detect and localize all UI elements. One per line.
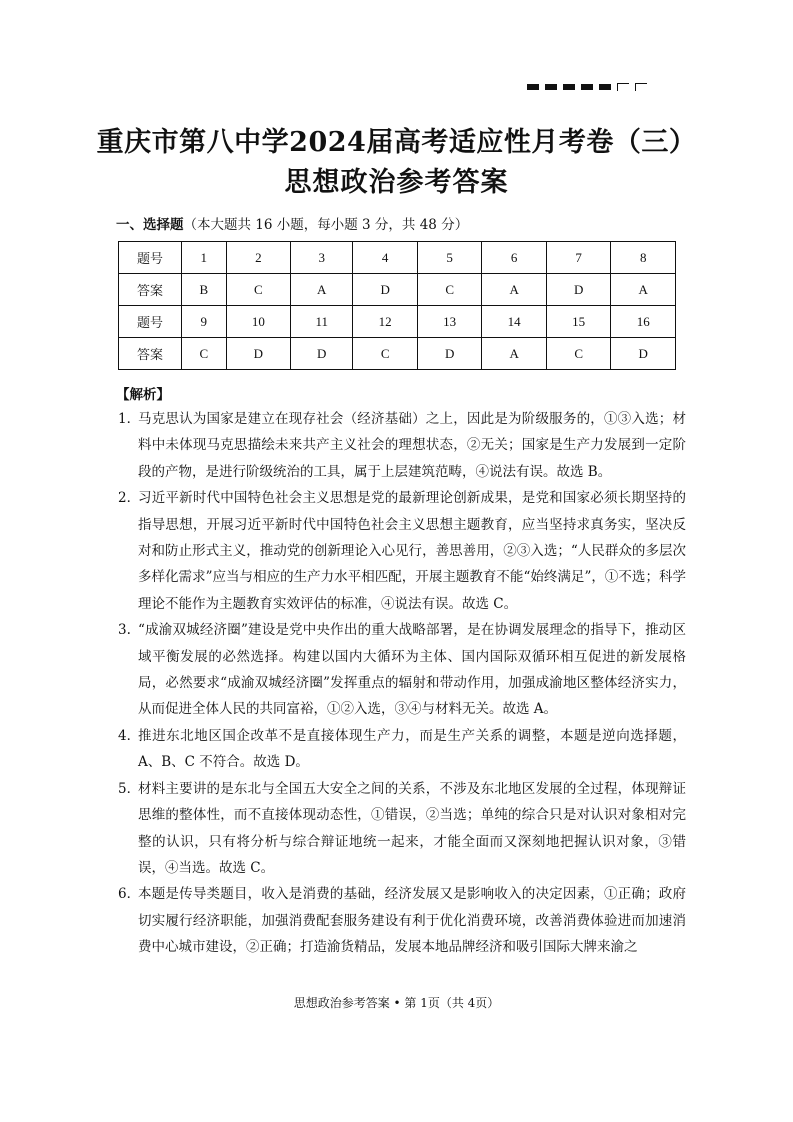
- table-cell: 7: [546, 242, 611, 274]
- table-cell: D: [546, 274, 611, 306]
- item-text: 推进东北地区国企改革不是直接体现生产力，而是生产关系的调整，本题是逆向选择题，A、B、C 不符合。故选 D。: [138, 727, 686, 771]
- section-heading: [116, 213, 468, 233]
- section-title: 一、选择题: [116, 217, 184, 233]
- analysis-item: [118, 617, 686, 723]
- analysis-label: 【解析】: [116, 387, 170, 403]
- table-cell: 16: [611, 306, 676, 338]
- table-cell: 1: [182, 242, 227, 274]
- table-cell: C: [182, 338, 227, 370]
- table-cell: 15: [546, 306, 611, 338]
- row-label-cell: 答案: [119, 274, 182, 306]
- page-subtitle: 思想政治参考答案: [284, 167, 509, 198]
- mark-corner: [617, 83, 629, 91]
- mark-block: [527, 84, 539, 90]
- row-label-cell: 题号: [119, 242, 182, 274]
- item-text: 马克思认为国家是建立在现存社会（经济基础）之上，因此是为阶级服务的，①③入选；材料中未体现马克思描绘未来共产主义社会的理想状态，②无关；国家是生产力发展到一定阶段的产物，是进行阶级统治的工具，属于上层建筑范畴，④说法有误。故选 B。: [138, 411, 686, 480]
- analysis-item: [118, 776, 686, 882]
- table-cell: 5: [417, 242, 482, 274]
- table-cell: 8: [611, 242, 676, 274]
- analysis-item: [118, 485, 686, 617]
- mark-block: [581, 84, 593, 90]
- item-number: 1．: [118, 411, 141, 427]
- analysis-item: [118, 406, 686, 485]
- item-number: 3.: [118, 622, 131, 639]
- analysis-item: [118, 723, 686, 776]
- table-cell: 9: [182, 306, 227, 338]
- analysis-list: [118, 406, 686, 961]
- answer-table: [118, 241, 676, 370]
- analysis-item: [118, 881, 686, 960]
- table-cell: 2: [226, 242, 291, 274]
- table-cell: 10: [226, 306, 291, 338]
- table-cell: 13: [417, 306, 482, 338]
- table-row: [119, 306, 676, 338]
- table-cell: 4: [353, 242, 418, 274]
- table-cell: 12: [353, 306, 418, 338]
- table-cell: A: [482, 338, 547, 370]
- table-cell: D: [417, 338, 482, 370]
- row-label-cell: 题号: [119, 306, 182, 338]
- mark-block: [563, 84, 575, 90]
- section-note: （本大题共 16 小题，每小题 3 分，共 48 分）: [183, 217, 469, 233]
- table-cell: 11: [291, 306, 353, 338]
- item-number: 2．: [118, 490, 141, 507]
- table-cell: 6: [482, 242, 547, 274]
- mark-corner: [635, 83, 647, 91]
- page-title: 重庆市第八中学2024届高考适应性月考卷（三）: [96, 127, 697, 158]
- table-cell: A: [611, 274, 676, 306]
- table-cell: D: [353, 274, 418, 306]
- corner-marks: [527, 83, 653, 91]
- table-cell: 3: [291, 242, 353, 274]
- table-cell: A: [482, 274, 547, 306]
- table-cell: C: [353, 338, 418, 370]
- table-cell: B: [182, 274, 227, 306]
- table-cell: C: [226, 274, 291, 306]
- item-number: 5．: [118, 780, 141, 797]
- table-cell: A: [291, 274, 353, 306]
- item-text: 习近平新时代中国特色社会主义思想是党的最新理论创新成果，是党和国家必须长期坚持的指导思想，开展习近平新时代中国特色社会主义思想主题教育，应当坚持求真务实，坚决反对和防止形式主义，推动党的创新理论入心见行，善思善用，②③入选；“人民群众的多层次多样化需求”应当与相应的生产力水平相匹配，开展主题教育不能“始终满足”，①不选；科学理论不能作为主题教育实效评估的标准，④说法有误。故选 C。: [138, 490, 686, 612]
- table-row: [119, 274, 676, 306]
- item-number: 4．: [118, 727, 141, 744]
- mark-block: [545, 84, 557, 90]
- page-footer: 思想政治参考答案 • 第 1页（共 4页）: [293, 996, 500, 1010]
- table-cell: C: [546, 338, 611, 370]
- table-cell: D: [226, 338, 291, 370]
- table-cell: D: [291, 338, 353, 370]
- item-text: “成渝双城经济圈”建设是党中央作出的重大战略部署，是在协调发展理念的指导下，推动区域平衡发展的必然选择。构建以国内大循环为主体、国内国际双循环相互促进的新发展格局，必然要求“成渝双城经济圈”发挥重点的辐射和带动作用，加强成渝地区整体经济实力，从而促进全体人民的共同富裕，①②入选，③④与材料无关。故选 A。: [138, 622, 686, 718]
- table-row: [119, 242, 676, 274]
- item-text: 材料主要讲的是东北与全国五大安全之间的关系，不涉及东北地区发展的全过程，体现辩证思维的整体性，而不直接体现动态性，①错误，②当选；单纯的综合只是对认识对象相对完整的认识，只有将分析与综合辩证地统一起来，才能全面而又深刻地把握认识对象，③错误，④当选。故选 C。: [138, 780, 686, 876]
- mark-block: [599, 84, 611, 90]
- table-cell: D: [611, 338, 676, 370]
- table-cell: 14: [482, 306, 547, 338]
- item-text: 本题是传导类题目，收入是消费的基础，经济发展又是影响收入的决定因素，①正确；政府切实履行经济职能，加强消费配套服务建设有利于优化消费环境，改善消费体验进而加速消费中心城市建设，②正确；打造渝货精品，发展本地品牌经济和吸引国际大牌来渝之: [138, 886, 686, 956]
- row-label-cell: 答案: [119, 338, 182, 370]
- table-cell: C: [417, 274, 482, 306]
- table-row: [119, 338, 676, 370]
- item-number: 6．: [118, 886, 141, 903]
